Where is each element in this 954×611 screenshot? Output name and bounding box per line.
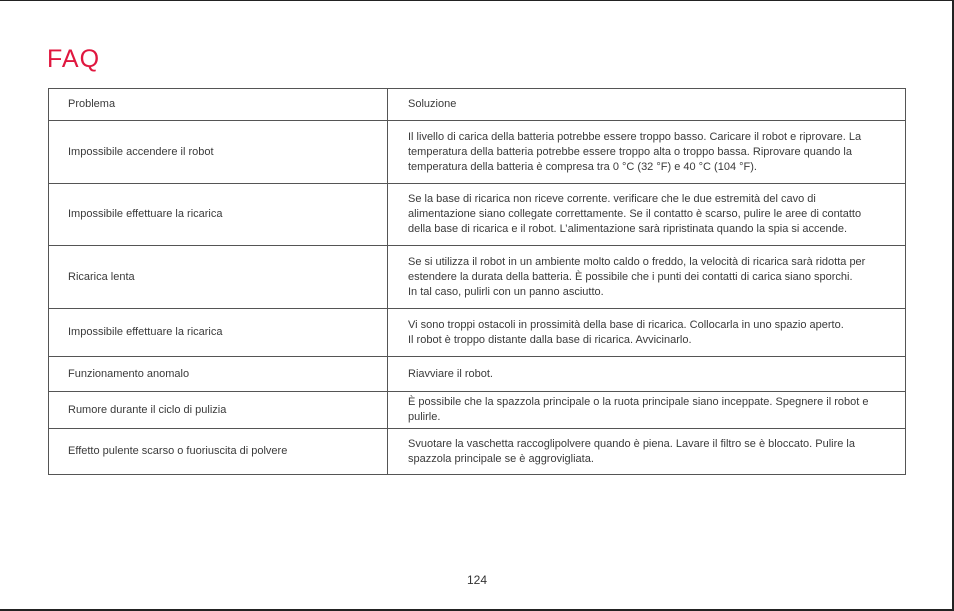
solution-cell: Se si utilizza il robot in un ambiente molto caldo o freddo, la velocità di ricarica sarà ridotta per estendere la durata della batteria. È possibile che i punti dei contatti di carica siano sporchi. In tal caso, pulirli con un panno asciutto. (388, 246, 906, 309)
solution-cell: Riavviare il robot. (388, 357, 906, 392)
solution-cell: Se la base di ricarica non riceve corrente. verificare che le due estremità del cavo di alimentazione siano collegate correttamente. Se il contatto è scarso, pulire le aree di contatto della base di ricarica e il robot. L’alimentazione sarà ripristinata quando la spia si accende. (388, 184, 906, 246)
table-row (49, 392, 906, 429)
problem-cell: Ricarica lenta (49, 246, 388, 309)
solution-cell: Svuotare la vaschetta raccoglipolvere quando è piena. Lavare il filtro se è bloccato. Pulire la spazzola principale se è aggrovigliata. (388, 429, 906, 475)
problem-cell: Impossibile accendere il robot (49, 121, 388, 184)
table-row (49, 121, 906, 184)
table-row (49, 246, 906, 309)
table-row (49, 309, 906, 357)
table-header-row (49, 89, 906, 121)
page-number: 124 (466, 573, 488, 587)
problem-cell: Rumore durante il ciclo di pulizia (49, 392, 388, 429)
problem-cell: Impossibile effettuare la ricarica (49, 309, 388, 357)
table-row (49, 184, 906, 246)
faq-table (48, 88, 906, 475)
solution-cell: È possibile che la spazzola principale o la ruota principale siano inceppate. Spegnere il robot e pulirle. (388, 392, 906, 429)
solution-cell: Vi sono troppi ostacoli in prossimità della base di ricarica. Collocarla in uno spazio aperto. Il robot è troppo distante dalla base di ricarica. Avvicinarlo. (388, 309, 906, 357)
problem-cell: Effetto pulente scarso o fuoriuscita di polvere (49, 429, 388, 475)
problem-cell: Funzionamento anomalo (49, 357, 388, 392)
solution-cell: Il livello di carica della batteria potrebbe essere troppo basso. Caricare il robot e riprovare. La temperatura della batteria potrebbe essere troppo alta o troppo bassa. Riprovare quando la temperatura della batteria è compresa tra 0 °C (32 °F) e 40 °C (104 °F). (388, 121, 906, 184)
problem-cell: Impossibile effettuare la ricarica (49, 184, 388, 246)
table-row (49, 357, 906, 392)
header-solution: Soluzione (388, 89, 906, 121)
page-title: FAQ (47, 45, 101, 73)
header-problem: Problema (49, 89, 388, 121)
table-row (49, 429, 906, 475)
